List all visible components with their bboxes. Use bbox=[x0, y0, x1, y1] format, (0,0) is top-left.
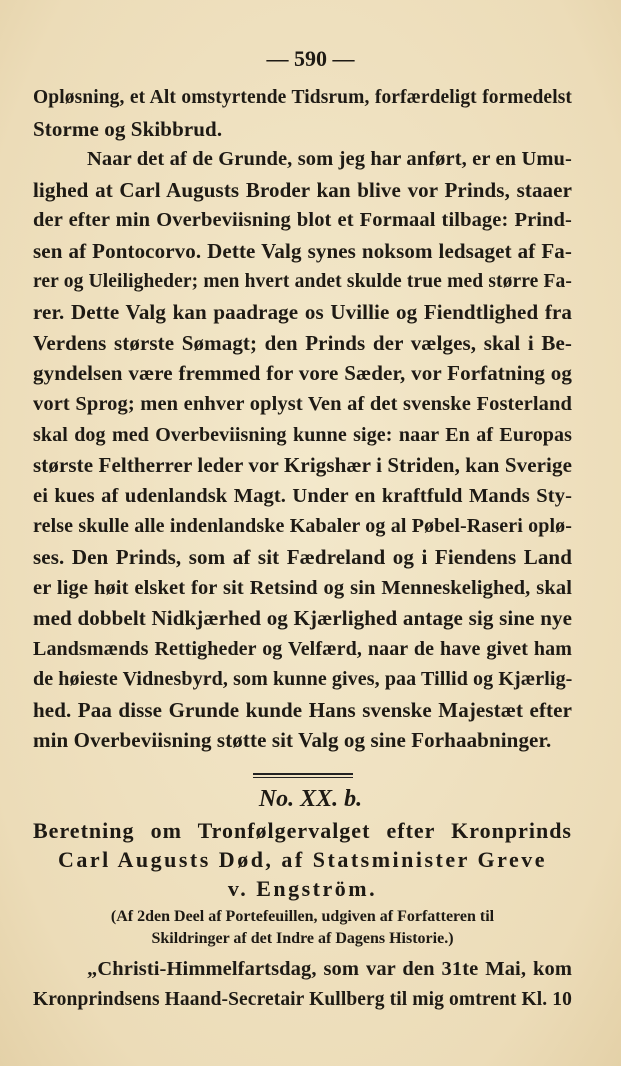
text-line: Landsmænds Rettigheder og Velfærd, naar de have givet ham bbox=[33, 637, 572, 660]
body-text bbox=[33, 83, 572, 756]
page-number: — 590 — bbox=[266, 46, 355, 71]
text-line: Opløsning, et Alt omstyrtende Tidsrum, forfærdeligt formedelst bbox=[33, 87, 572, 108]
section-text bbox=[33, 954, 572, 1015]
text-line: Storme og Skibbrud. bbox=[33, 116, 223, 141]
title-line: Carl Augusts Død, af Statsminister Greve bbox=[57, 847, 548, 872]
text-line: rer. Dette Valg kan paadrage os Uvillie og Fiendtlighed fra bbox=[33, 300, 572, 325]
title-line: v. Engström. bbox=[227, 876, 378, 901]
text-line: hed. Paa disse Grunde kunde Hans svenske Majestæt efter bbox=[33, 697, 572, 722]
text-line: sen af Pontocorvo. Dette Valg synes noksom ledsaget af Fa- bbox=[33, 238, 572, 263]
text-line: ei kues af udenlandsk Magt. Under en kraftfuld Mands Sty- bbox=[33, 484, 572, 507]
text-line: der efter min Overbeviisning blot et Formaal tilbage: Prind- bbox=[33, 209, 572, 232]
text-line: min Overbeviisning støtte sit Valg og sine Forhaabninger. bbox=[33, 728, 552, 753]
section-title bbox=[33, 816, 572, 903]
section-number: No. XX. b. bbox=[258, 786, 363, 812]
section-divider bbox=[253, 773, 353, 778]
text-line: „Christi-Himmelfartsdag, som var den 31te Mai, kom bbox=[87, 958, 572, 980]
text-line: lighed at Carl Augusts Broder kan blive vor Prinds, staaer bbox=[33, 177, 572, 202]
text-line: skal dog med Overbeviisning kunne sige: naar En af Europas bbox=[33, 423, 572, 446]
text-line: vort Sprog; men enhver oplyst Ven af det svenske Fosterland bbox=[33, 392, 572, 415]
text-line: Naar det af de Grunde, som jeg har anført, er en Umu- bbox=[87, 148, 572, 171]
source-line: (Af 2den Deel af Portefeuillen, udgiven af Forfatteren til bbox=[110, 908, 495, 925]
text-line: rer og Uleiligheder; men hvert andet skulde true med større Fa- bbox=[33, 270, 572, 292]
text-line: gyndelsen være fremmed for vore Sæder, vor Forfatning og bbox=[33, 361, 572, 386]
text-line: er lige høit elsket for sit Retsind og sin Menneskelighed, skal bbox=[33, 576, 572, 599]
text-line: de høieste Vidnesbyrd, som kunne gives, paa Tillid og Kjærlig- bbox=[33, 668, 573, 691]
source-note bbox=[60, 906, 545, 950]
text-line: ses. Den Prinds, som af sit Fædreland og i Fiendens Land bbox=[33, 544, 572, 569]
text-line: Kronprindsens Haand-Secretair Kullberg til mig omtrent Kl. 10 bbox=[33, 988, 572, 1010]
text-line: relse skulle alle indenlandske Kabaler og al Pøbel-Raseri oplø- bbox=[33, 515, 572, 538]
text-line: med dobbelt Nidkjærhed og Kjærlighed antage sig sine nye bbox=[33, 606, 572, 631]
text-line: Verdens største Sømagt; den Prinds der vælges, skal i Be- bbox=[33, 330, 572, 355]
title-line: Beretning om Tronfølgervalget efter Kronprinds bbox=[33, 818, 572, 843]
text-line: største Feltherrer leder vor Krigshær i Striden, kan Sverige bbox=[33, 453, 572, 478]
source-line: Skildringer af det Indre af Dagens Historie.) bbox=[151, 930, 454, 947]
